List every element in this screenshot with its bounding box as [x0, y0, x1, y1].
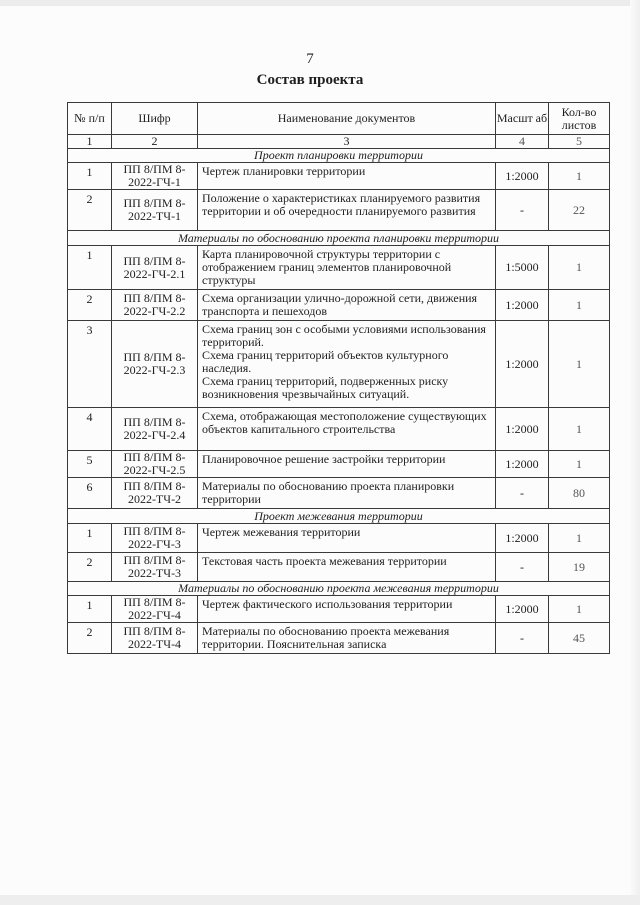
document-name-line: Схема, отображающая местоположение существующих объектов капитального строительства [202, 409, 487, 436]
sheet-count: 1 [549, 596, 610, 623]
document-name [198, 290, 496, 321]
document-name [198, 596, 496, 623]
document-code: ПП 8/ПМ 8-2022-ГЧ-1 [112, 163, 198, 190]
section-row [68, 149, 610, 163]
document-scale: 1:2000 [496, 321, 549, 408]
document-scale: 1:5000 [496, 246, 549, 290]
table-row [68, 321, 610, 408]
document-name-line: Карта планировочной структуры территории с отображением границ элементов планировочной структуры [202, 247, 452, 287]
sheet-count: 1 [549, 524, 610, 553]
sheet-count: 22 [549, 190, 610, 231]
section-title: Проект планировки территории [68, 149, 610, 163]
table-row [68, 290, 610, 321]
document-scale: 1:2000 [496, 290, 549, 321]
column-number: 4 [496, 135, 549, 149]
section-row [68, 231, 610, 246]
column-number: 3 [198, 135, 496, 149]
section-title: Материалы по обоснованию проекта планировки территории [68, 231, 610, 246]
document-name [198, 553, 496, 582]
document-code: ПП 8/ПМ 8-2022-ГЧ-4 [112, 596, 198, 623]
document-name-line: Положение о характеристиках планируемого развития территории и об очередности планируемого развития [202, 191, 481, 218]
document-scale: 1:2000 [496, 163, 549, 190]
header-scale: Масшт аб [496, 103, 549, 135]
document-scale: 1:2000 [496, 408, 549, 451]
document-name [198, 478, 496, 509]
document-name-line: Материалы по обоснованию проекта планировки территории [202, 479, 455, 506]
table-row [68, 596, 610, 623]
column-number: 5 [549, 135, 610, 149]
section-row [68, 509, 610, 524]
section-title: Проект межевания территории [68, 509, 610, 524]
scan-edge-bottom [0, 895, 640, 905]
table-row [68, 524, 610, 553]
document-name-line: Текстовая часть проекта межевания территории [202, 554, 447, 568]
header-code: Шифр [112, 103, 198, 135]
sheet-count: 1 [549, 408, 610, 451]
document-name [198, 321, 496, 408]
row-number: 2 [68, 190, 112, 231]
sheet-count: 1 [549, 290, 610, 321]
table-row [68, 246, 610, 290]
sheet-count: 1 [549, 163, 610, 190]
document-name [198, 451, 496, 478]
section-title: Материалы по обоснованию проекта межевания территории [68, 582, 610, 596]
table-row [68, 553, 610, 582]
document-name-line: Чертеж межевания территории [202, 525, 361, 539]
row-number: 5 [68, 451, 112, 478]
document-scale: 1:2000 [496, 596, 549, 623]
row-number: 3 [68, 321, 112, 408]
sheet-count: 45 [549, 623, 610, 654]
column-number: 2 [112, 135, 198, 149]
table-header-row [68, 103, 610, 135]
table-body [68, 149, 610, 654]
sheet-count: 19 [549, 553, 610, 582]
sheet-count: 1 [549, 246, 610, 290]
document-scale: 1:2000 [496, 451, 549, 478]
scan-edge-top [0, 0, 640, 6]
document-scale: - [496, 553, 549, 582]
document-name-line: Схема организации улично-дорожной сети, движения транспорта и пешеходов [202, 291, 478, 318]
document-code: ПП 8/ПМ 8-2022-ТЧ-2 [112, 478, 198, 509]
document-name-line: Чертеж планировки территории [202, 164, 366, 178]
table-row [68, 478, 610, 509]
project-composition-table [67, 102, 610, 654]
table-row [68, 623, 610, 654]
page-title: Состав проекта [256, 72, 364, 88]
row-number: 2 [68, 553, 112, 582]
row-number: 1 [68, 163, 112, 190]
column-number-row [68, 135, 610, 149]
column-number: 1 [68, 135, 112, 149]
document-name [198, 524, 496, 553]
sheet-count: 1 [549, 451, 610, 478]
row-number: 4 [68, 408, 112, 451]
page-number: 7 [306, 51, 314, 67]
document-name [198, 163, 496, 190]
document-name-line: Планировочное решение застройки территории [202, 452, 446, 466]
header-sheets: Кол-во листов [549, 103, 610, 135]
document-name-line: Схема границ территорий, подверженных риску возникновения чрезвычайных ситуаций. [202, 374, 449, 401]
document-code: ПП 8/ПМ 8-2022-ТЧ-1 [112, 190, 198, 231]
row-number: 2 [68, 290, 112, 321]
document-code: ПП 8/ПМ 8-2022-ГЧ-2.5 [112, 451, 198, 478]
table-row [68, 408, 610, 451]
document-name [198, 246, 496, 290]
header-name: Наименование документов [198, 103, 496, 135]
table-row [68, 451, 610, 478]
scan-edge-right [630, 0, 640, 905]
document-name [198, 408, 496, 451]
document-code: ПП 8/ПМ 8-2022-ГЧ-2.3 [112, 321, 198, 408]
document-code: ПП 8/ПМ 8-2022-ГЧ-2.2 [112, 290, 198, 321]
document-scale: 1:2000 [496, 524, 549, 553]
document-code: ПП 8/ПМ 8-2022-ТЧ-4 [112, 623, 198, 654]
document-name-line: Схема границ зон с особыми условиями использования территорий. [202, 322, 486, 349]
document-name [198, 623, 496, 654]
document-code: ПП 8/ПМ 8-2022-ТЧ-3 [112, 553, 198, 582]
document-scale: - [496, 623, 549, 654]
document-code: ПП 8/ПМ 8-2022-ГЧ-2.4 [112, 408, 198, 451]
row-number: 1 [68, 524, 112, 553]
sheet-count: 1 [549, 321, 610, 408]
table-row [68, 190, 610, 231]
sheet-count: 80 [549, 478, 610, 509]
document-name-line: Материалы по обоснованию проекта межевания территории. Пояснительная записка [202, 624, 450, 651]
document-code: ПП 8/ПМ 8-2022-ГЧ-2.1 [112, 246, 198, 290]
row-number: 1 [68, 246, 112, 290]
document-code: ПП 8/ПМ 8-2022-ГЧ-3 [112, 524, 198, 553]
header-num: № п/п [68, 103, 112, 135]
document-scale: - [496, 478, 549, 509]
row-number: 6 [68, 478, 112, 509]
document-scale: - [496, 190, 549, 231]
table-row [68, 163, 610, 190]
section-row [68, 582, 610, 596]
document-name-line: Схема границ территорий объектов культурного наследия. [202, 348, 449, 375]
document-name-line: Чертеж фактического использования территории [202, 597, 453, 611]
row-number: 2 [68, 623, 112, 654]
document-name [198, 190, 496, 231]
row-number: 1 [68, 596, 112, 623]
